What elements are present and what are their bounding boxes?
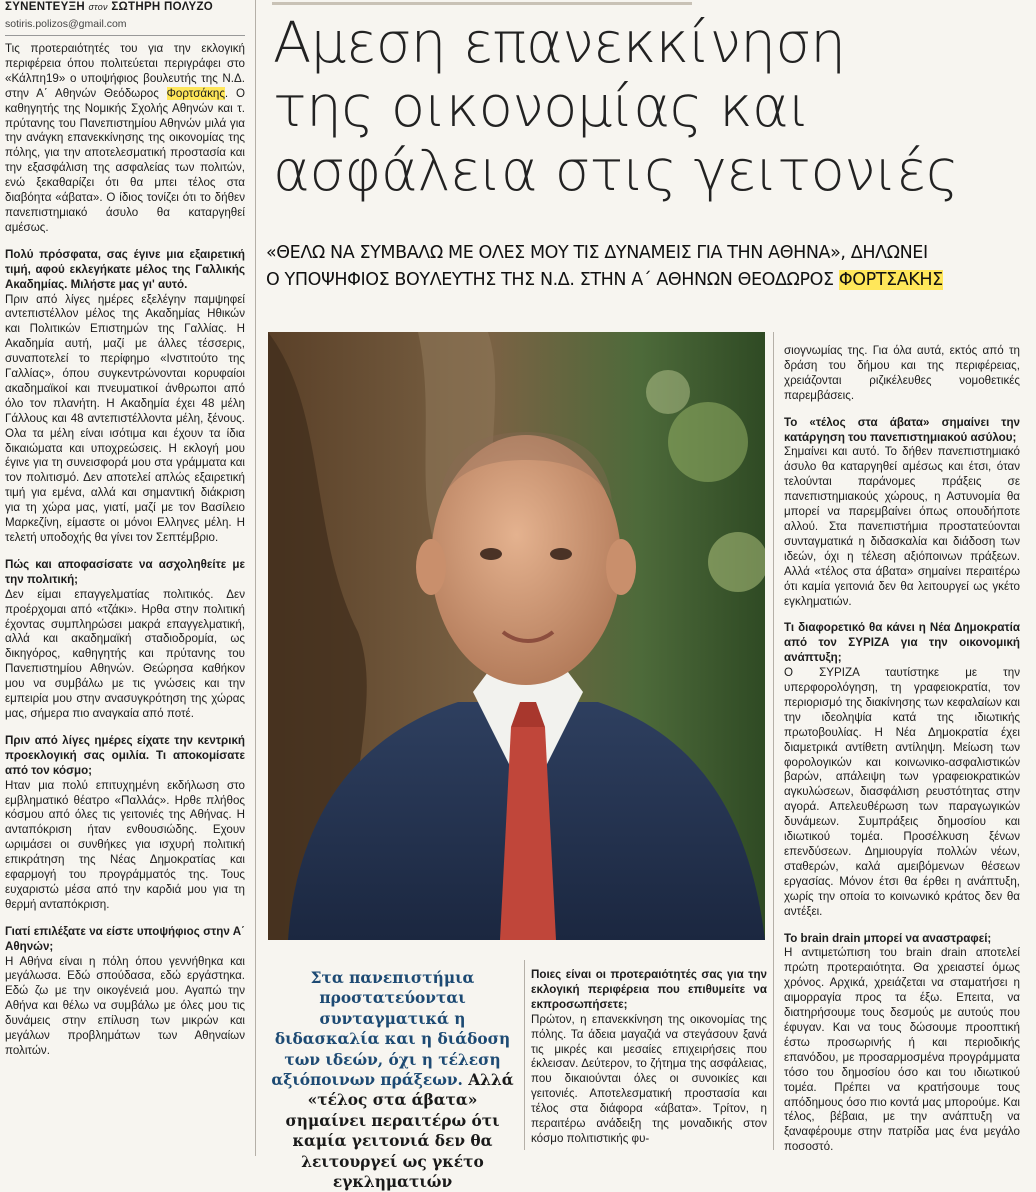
portrait-photo <box>268 332 765 940</box>
answer-7: Ο ΣΥΡΙΖΑ ταυτίστηκε με την υπερφορολόγηση, τη γραφειοκρατία, τον περιορισμό της διακίνησης των κεφαλαίων και την ιδεοληψία κατά της ιδιωτικής πρωτοβουλίας. Η Νέα Δημοκρατία έχει διαμετρικά αντίθετη αντίληψη. Μείωση των φορολογικών και κοινωνικο-ασφαλιστικών βαρών, απάλειψη των γραφειοκρατικών αγκυλώσεων, διασφάλιση ρευστότητας στην αγορά. Απελευθέρωση των παραγωγικών δυνάμεων. Συμπράξεις δημοσίου και ιδιωτικού τομέα. Προσέλκυση ξένων επενδύσεων. Δημιουργία πολλών νέων, σταθερών, καλά αμειβόμενων θέσεων εργασίας. Μόνον έτσι θα έρθει η ανάπτυξη, χωρίς την οποία το κοινωνικό κράτος δεν θα αντέξει. <box>784 666 1020 918</box>
column-divider <box>524 960 525 1150</box>
column-4 <box>784 344 1020 1155</box>
pull-quote <box>270 968 515 1192</box>
answer-5: Πρώτον, η επανεκκίνηση της οικονομίας της πόλης. Τα άδεια μαγαζιά να στεγάσουν ξανά τις μικρές και μεσαίες επιχειρήσεις που έκλεισαν. Δεύτερον, το ζήτημα της ασφάλειας, που δικαιούνται όλες οι συνοικίες και γειτονιές. Αποτελεσματική προστασία και τέλος στα διάφορα «άβατα». Τρίτον, η περαιτέρω ανάδειξη της μοναδικής στον κόσμο πολιτιστικής φυ- <box>531 1012 767 1145</box>
question-7: Τι διαφορετικό θα κάνει η Νέα Δημοκρατία από τον ΣΥΡΙΖΑ για την οικονομική ανάπτυξη; <box>784 621 1020 665</box>
highlighted-name: Φορτσάκης <box>166 86 225 100</box>
headline-line-2: της οικονομίας και <box>273 75 810 140</box>
answer-2: Δεν είμαι επαγγελματίας πολιτικός. Δεν προέρχομαι από «τζάκι». Ηρθα στην πολιτική έχοντας συμπληρώσει μακρά επαγγελματική, αλλά και ακαδημαϊκή σταδιοδρομία, ως δικηγόρος, καθηγητής και πρύτανης του Πανεπιστημίου Αθηνών. Θεώρησα καθήκον μου να συμβάλω με τις γνώσεις και την εμπειρία μου στην ανασυγκρότηση της χώρας μας, σήμερα πιο αναγκαία από ποτέ. <box>5 587 245 720</box>
subtitle-highlighted-name: ΦΟΡΤΣΑΚΗΣ <box>838 270 943 290</box>
question-6: Το «τέλος στα άβατα» σημαίνει την κατάργηση του πανεπιστημιακού ασύλου; <box>784 415 1020 444</box>
question-4: Γιατί επιλέξατε να είστε υποψήφιος στην Α΄ Αθηνών; <box>5 924 245 953</box>
byline-rule <box>5 35 245 36</box>
pull-quote-part-1: Στα πανεπιστήμια προστατεύονται συνταγματικά η διδασκαλία και η διάδοση των ιδεών, όχι η τέλεση αξιόποινων πράξεων. <box>271 969 511 1090</box>
answer-6: Σημαίνει και αυτό. Το δήθεν πανεπιστημιακό άσυλο θα καταργηθεί αμέσως και έτσι, όταν τελούνται παράνομες πράξεις σε πανεπιστημιακούς χώρους, η Αστυνομία θα μπορεί να παρεμβαίνει όπως οπουδήποτε αλλού. Στα πανεπιστήμια προστατεύονται συνταγματικά η διδασκαλία και διάδοση των ιδεών, όχι η τέλεση αξιόποινων πράξεων. Αλλά «τέλος στα άβατα» σημαίνει περαιτέρω ότι καμία γειτονιά δεν θα λειτουργεί ως γκέτο εγκληματιών. <box>784 445 1020 608</box>
portrait-illustration <box>268 332 765 940</box>
question-8: Το brain drain μπορεί να αναστραφεί; <box>784 931 992 945</box>
answer-5-continued: σιογνωμίας της. Για όλα αυτά, εκτός από τη δράση του δήμου και της περιφέρειας, χρειάζονται ριζικέλευθες νομοθετικές παρεμβάσεις. <box>784 344 1020 402</box>
headline-line-1: Αμεση επανεκκίνηση <box>273 11 846 76</box>
subtitle <box>266 240 943 294</box>
answer-1: Πριν από λίγες ημέρες εξελέγην παμψηφεί αντεπιστέλλον μέλος της Ακαδημίας Ηθικών και Πολιτικών Επιστημών της Γαλλίας. Η Ακαδημία αυτή, μαζί με άλλες τέσσερις, συναποτελεί το περίφημο «Ινστιτούτο της Γαλλίας», όπου συγκεντρώνονται κορυφαίοι ακαδημαϊκοί και πνευματικοί άνθρωποι από όλο τον πλανήτη. Η Ακαδημία έχει 48 μέλη Γάλλους και 48 αντεπιστέλλοντα μέλη, ξένους. Ολα τα μέλη είναι ισότιμα και έχουν τα ίδια δικαιώματα και υποχρεώσεις. Η εκλογή μου έγινε για τη συνεισφορά μου στα γράμματα και τον πολιτισμό. Δεν αποτελεί απλώς εξαιρετική τιμή για εμένα, αλλά και σημαντική διάκριση για τη χώρα μας, γιατί, μαζί με τον Βασίλειο Μαρκεζίνη, είμαστε οι μόνοι Ελληνες μέλη. Η τελετή υποδοχής θα γίνει τον Σεπτέμβριο. <box>5 292 245 544</box>
answer-3: Ηταν μια πολύ επιτυχημένη εκδήλωση στο εμβληματικό θέατρο «Παλλάς». Ηρθε πλήθος κόσμου από όλες τις γειτονιές της Αθήνας. Η ανταπόκριση ήταν ενθουσιώδης. Εχουν ωριμάσει οι συνθήκες για ισχυρή πολιτική επικράτηση της Νέας Δημοκρατίας και εφαρμογή του προγράμματός της. Τους ευχαριστώ μέσα από την καρδιά μου για τη θερμή ανταπόκριση. <box>5 778 245 911</box>
answer-8: Η αντιμετώπιση του brain drain αποτελεί πρώτη προτεραιότητα. Θα χρειαστεί όμως χρόνος. Αρχικά, χρειάζεται να σταματήσει η αιμορραγία προς τα έξω. Επειτα, να διατηρήσουμε τους δεσμούς με αυτούς που έφυγαν. Και να τους δώσουμε προοπτική έστω προσωρινής ή και περιοδικής επανόδου, με προσαρμοσμένα προγράμματα τόσο του δημοσίου όσο και του ιδιωτικού τομέα. Πρέπει να κρατήσουμε τους απόδημους όσο πιο κοντά μας μπορούμε. Και τέλος, βέβαια, με την ανάπτυξη να ξαναφέρουμε στην πατρίδα μας ένα μεγάλο ποσοστό. <box>784 946 1020 1154</box>
author-email[interactable]: sotiris.polizos@gmail.com <box>5 18 127 30</box>
subtitle-line-2: Ο ΥΠΟΨΗΦΙΟΣ ΒΟΥΛΕΥΤΗΣ ΤΗΣ Ν.Δ. ΣΤΗΝ Α΄ ΑΘΗΝΩΝ ΘΕΟΔΩΡΟΣ ΦΟΡΤΣΑΚΗΣ <box>266 270 943 290</box>
question-5: Ποιες είναι οι προτεραιότητές σας για την εκλογική περιφέρεια που επιθυμείτε να εκπροσωπήσετε; <box>531 968 767 1011</box>
pull-quote-part-2: Αλλά «τέλος στα άβατα» σημαίνει περαιτέρω ότι καμία γειτονιά δεν θα λειτουργεί ως γκέτο εγκληματιών <box>285 1071 514 1192</box>
byline-connector: στον <box>88 2 108 12</box>
question-1: Πολύ πρόσφατα, σας έγινε μια εξαιρετική τιμή, αφού εκλεγήκατε μέλος της Γαλλικής Ακαδημίας. Μιλήστε μας γι' αυτό. <box>5 247 245 291</box>
question-3: Πριν από λίγες ημέρες είχατε την κεντρική προεκλογική σας ομιλία. Τι αποκομίσατε από τον κόσμο; <box>5 733 245 777</box>
byline-label: ΣΥΝΕΝΤΕΥΞΗ <box>5 1 85 13</box>
byline-author: ΣΩΤΗΡΗ ΠΟΛΥΖΟ <box>111 1 214 13</box>
column-divider <box>255 0 256 1156</box>
headline-line-3: ασφάλεια στις γειτονιές <box>273 139 959 204</box>
intro-paragraph: Τις προτεραιότητές του για την εκλογική περιφέρεια όπου πολιτεύεται περιγράφει στο «Κάλπη19» ο υποψήφιος βουλευτής της Ν.Δ. στην Α΄ Αθηνών Θεόδωρος Φορτσάκης. Ο καθηγητής της Νομικής Σχολής Αθηνών και τ. πρύτανης του Πανεπιστημίου Αθηνών μιλά για την ανάγκη επανεκκίνησης της οικονομίας της πόλης, για την αποτελεσματική προστασία και την εξασφάλιση της ασφαλείας των πολιτών, ενώ ξεκαθαρίζει ότι θα μπει τέλος στα διαβόητα «άβατα». Ο ίδιος τονίζει ότι το δήθεν πανεπιστημιακό άσυλο θα καταργηθεί αμέσως. <box>5 42 245 234</box>
subtitle-line-1: «ΘΕΛΩ ΝΑ ΣΥΜΒΑΛΩ ΜΕ ΟΛΕΣ ΜΟΥ ΤΙΣ ΔΥΝΑΜΕΙΣ ΓΙΑ ΤΗΝ ΑΘΗΝΑ», ΔΗΛΩΝΕΙ <box>266 243 928 263</box>
column-divider <box>773 332 774 1150</box>
column-3 <box>531 968 767 1147</box>
answer-4: Η Αθήνα είναι η πόλη όπου γεννήθηκα και μεγάλωσα. Εδώ σπούδασα, εδώ εργάστηκα. Εδώ ζω με την οικογένειά μου. Αγαπώ την Αθήνα και θέλω να συμβάλω με όλες μου τις δυνάμεις στην επίλυση των μικρών και μεγάλων προβλημάτων των Αθηναίων πολιτών. <box>5 954 245 1057</box>
top-rule <box>272 2 692 5</box>
column-1 <box>5 42 245 1059</box>
byline <box>5 1 213 13</box>
question-2: Πώς και αποφασίσατε να ασχοληθείτε με την πολιτική; <box>5 557 245 586</box>
headline <box>273 12 958 204</box>
